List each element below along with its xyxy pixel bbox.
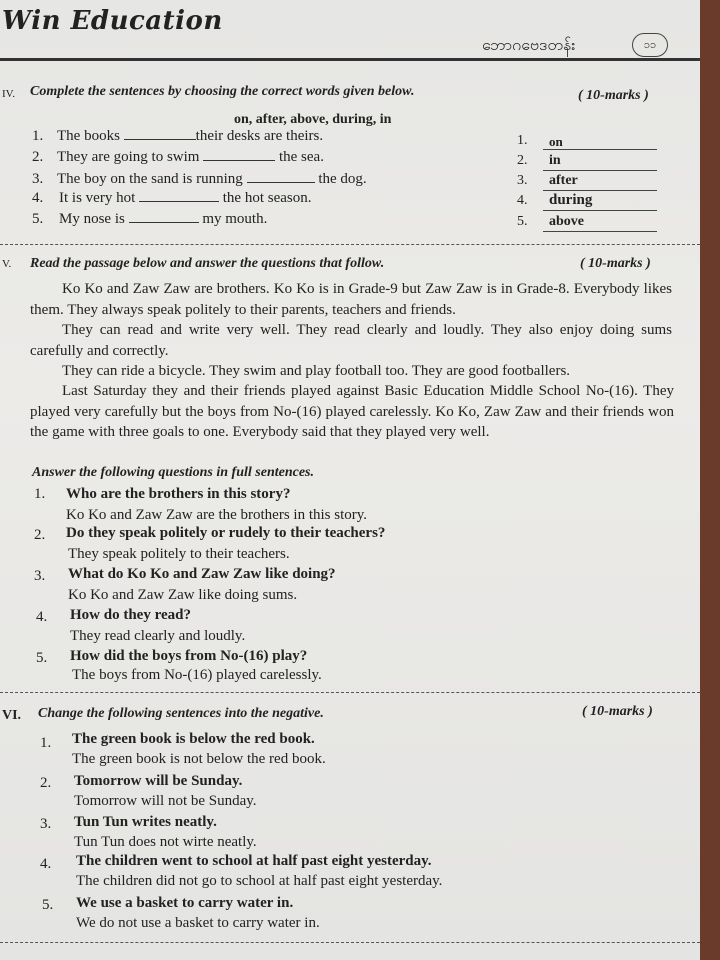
question-number: 5.: [36, 650, 48, 666]
list-item: 1. The books their desks are theirs.: [32, 128, 324, 144]
passage-paragraph: Ko Ko and Zaw Zaw are brothers. Ko Ko is in Grade-9 but Zaw Zaw is in Grade-8. Everybody likes them. They always speak politely to their parents, teachers and friends.: [30, 281, 672, 318]
answer-text: Tun Tun does not wirte neatly.: [74, 834, 257, 850]
answer-line: [543, 231, 657, 232]
question-number: 4.: [40, 856, 52, 872]
section-vi-marks: ( 10-marks ): [582, 704, 653, 719]
answer-line: [543, 170, 657, 171]
list-item: 4. It is very hot the hot season.: [32, 190, 312, 206]
answer-blank: [129, 210, 199, 223]
passage-paragraph: Last Saturday they and their friends played against Basic Education Middle School No-(16). They played very carefully but the boys from No-(16) played carelessly. Ko Ko, Zaw Zaw and their friends won the game with three goals to one. Everybody said that they played very well.: [30, 383, 674, 440]
page-number-badge: ၁၁: [632, 33, 668, 57]
answer-text: The children did not go to school at half past eight yesterday.: [76, 873, 443, 889]
question-text: What do Ko Ko and Zaw Zaw like doing?: [68, 566, 336, 582]
section-v-number: V.: [2, 258, 12, 270]
section-divider: [0, 942, 700, 943]
section-divider: [0, 244, 700, 245]
answer-blank: [139, 189, 219, 202]
answer-text: The boys from No-(16) played carelessly.: [72, 667, 322, 683]
question-text: How do they read?: [70, 607, 191, 623]
brand-title: Win Education: [2, 6, 223, 36]
header-divider: [0, 58, 700, 61]
passage-paragraph: They can ride a bicycle. They swim and play football too. They are good footballers.: [62, 363, 571, 379]
answer-number: 2.: [517, 153, 528, 168]
answer-blank: [247, 170, 315, 183]
question-text: Do they speak politely or rudely to their teachers?: [66, 525, 386, 541]
question-text: The children went to school at half past eight yesterday.: [76, 853, 432, 869]
question-number: 5.: [42, 897, 54, 913]
answer-text: They read clearly and loudly.: [70, 628, 246, 644]
question-text: Tomorrow will be Sunday.: [74, 773, 243, 789]
question-number: 1.: [34, 486, 46, 502]
section-v-instruction: Read the passage below and answer the questions that follow.: [30, 256, 385, 271]
section-iv-instruction: Complete the sentences by choosing the correct words given below.: [30, 84, 415, 99]
subject-label: ဘောဂဗေဒတန်း: [482, 35, 576, 54]
answer-text: in: [549, 153, 561, 168]
answer-line: [543, 210, 657, 211]
answer-instruction: Answer the following questions in full sentences.: [32, 465, 314, 480]
answer-number: 4.: [517, 193, 528, 208]
answer-text: We do not use a basket to carry water in.: [76, 915, 320, 931]
section-iv-marks: ( 10-marks ): [578, 88, 649, 103]
answer-blank: [203, 148, 275, 161]
question-number: 1.: [40, 735, 52, 751]
passage-paragraph: They can read and write very well. They read clearly and loudly. They also enjoy doing sums carefully and correctly.: [30, 322, 672, 359]
section-iv-number: IV.: [2, 88, 15, 100]
answer-text: Ko Ko and Zaw Zaw are the brothers in this story.: [66, 507, 368, 523]
answer-text: The green book is not below the red book.: [72, 751, 326, 767]
question-text: Tun Tun writes neatly.: [74, 814, 217, 830]
answer-text: during: [549, 192, 593, 208]
question-number: 3.: [34, 568, 46, 584]
section-v-marks: ( 10-marks ): [580, 256, 651, 271]
answer-text: Tomorrow will not be Sunday.: [74, 793, 257, 809]
answer-line: [543, 149, 657, 150]
answer-text: They speak politely to their teachers.: [68, 546, 290, 562]
question-text: Who are the brothers in this story?: [66, 486, 291, 502]
answer-text: after: [549, 173, 578, 188]
section-vi-instruction: Change the following sentences into the negative.: [38, 706, 324, 721]
question-number: 3.: [40, 816, 52, 832]
question-number: 2.: [34, 527, 46, 543]
section-divider: [0, 692, 700, 693]
answer-number: 3.: [517, 173, 528, 188]
list-item: 3. The boy on the sand is running the dog.: [32, 171, 367, 187]
list-item: 5. My nose is my mouth.: [32, 211, 268, 227]
section-vi-number: VI.: [2, 708, 22, 723]
answer-number: 1.: [517, 133, 528, 148]
question-text: How did the boys from No-(16) play?: [70, 648, 308, 664]
question-text: We use a basket to carry water in.: [76, 895, 294, 911]
answer-number: 5.: [517, 214, 528, 229]
answer-text: above: [549, 214, 584, 229]
question-text: The green book is below the red book.: [72, 731, 315, 747]
answer-blank: [124, 127, 196, 140]
question-number: 4.: [36, 609, 48, 625]
list-item: 2. They are going to swim the sea.: [32, 149, 324, 165]
answer-text: Ko Ko and Zaw Zaw like doing sums.: [68, 587, 298, 603]
answer-text: on: [549, 134, 563, 149]
question-number: 2.: [40, 775, 52, 791]
answer-line: [543, 190, 657, 191]
word-bank: on, after, above, during, in: [234, 112, 392, 127]
